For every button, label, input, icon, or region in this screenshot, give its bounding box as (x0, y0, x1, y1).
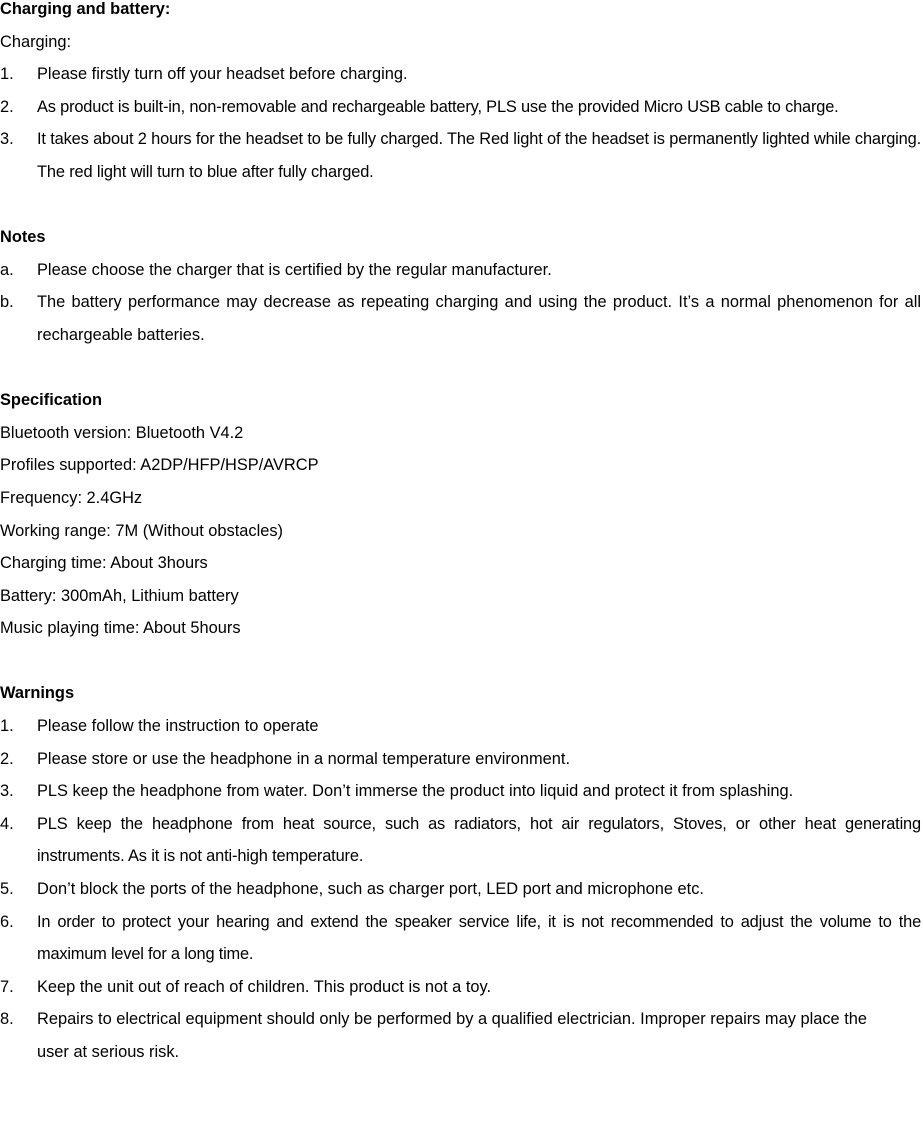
spec-profiles: Profiles supported: A2DP/HFP/HSP/AVRCP (0, 456, 319, 475)
warnings-item-3 (0, 775, 923, 808)
specification-heading: Specification (0, 391, 103, 410)
list-marker: 4. (0, 814, 14, 833)
list-item-text: PLS keep the headphone from heat source, such as radiators, hot air regulators, Stoves, or other heat generating instruments. As it is not anti-high temperature. (37, 814, 921, 866)
warnings-heading: Warnings (0, 684, 75, 703)
list-marker: 5. (0, 880, 14, 899)
list-marker: b. (0, 293, 14, 312)
warnings-item-2 (0, 743, 923, 776)
spacer (0, 189, 923, 222)
list-item-text: PLS keep the headphone from water. Don’t immerse the product into liquid and protect it from splashing. (37, 782, 794, 801)
warnings-item-1 (0, 710, 923, 743)
list-item-text: Keep the unit out of reach of children. This product is not a toy. (37, 977, 492, 996)
spec-frequency: Frequency: 2.4GHz (0, 488, 143, 507)
list-marker: a. (0, 260, 14, 279)
charging-heading: Charging and battery: (0, 0, 171, 18)
list-marker: 7. (0, 977, 14, 996)
list-item-text: Please choose the charger that is certified by the regular manufacturer. (37, 260, 552, 279)
warnings-item-8 (0, 1003, 923, 1068)
list-item-text: Please follow the instruction to operate (37, 717, 319, 736)
notes-item-a (0, 254, 923, 287)
list-item-text: Please store or use the headphone in a normal temperature environment. (37, 749, 571, 768)
charging-list (0, 58, 923, 188)
list-marker: 3. (0, 782, 14, 801)
charging-item-3 (0, 123, 923, 188)
warnings-item-4 (0, 808, 923, 873)
notes-heading: Notes (0, 228, 46, 247)
spec-charging-time: Charging time: About 3hours (0, 554, 208, 573)
notes-section (0, 221, 923, 351)
notes-item-b (0, 286, 923, 351)
list-marker: 2. (0, 749, 14, 768)
charging-subheading: Charging: (0, 32, 72, 51)
list-item-text: As product is built-in, non-removable and rechargeable battery, PLS use the provided Micro USB cable to charge. (37, 97, 839, 116)
list-marker: 1. (0, 717, 14, 736)
warnings-list (0, 710, 923, 1069)
list-marker: 3. (0, 130, 14, 149)
spacer (0, 645, 923, 678)
warnings-item-5 (0, 873, 923, 906)
list-item-text: It takes about 2 hours for the headset to be fully charged. The Red light of the headset is permanently lighted while charging. The red light will turn to blue after fully charged. (37, 130, 921, 181)
spec-bluetooth-version: Bluetooth version: Bluetooth V4.2 (0, 423, 244, 442)
list-item-text: The battery performance may decrease as repeating charging and using the product. It’s a normal phenomenon for all rechargeable batteries. (37, 293, 921, 344)
charging-item-2 (0, 91, 923, 124)
list-marker: 8. (0, 1010, 14, 1029)
spec-working-range: Working range: 7M (Without obstacles) (0, 521, 284, 540)
list-item-text: Please firstly turn off your headset before charging. (37, 65, 408, 84)
list-marker: 6. (0, 912, 14, 931)
specification-section (0, 384, 923, 645)
notes-list (0, 254, 923, 352)
spec-music-time: Music playing time: About 5hours (0, 619, 241, 638)
spec-battery: Battery: 300mAh, Lithium battery (0, 586, 239, 605)
list-item-text: In order to protect your hearing and extend the speaker service life, it is not recommended to adjust the volume to the maximum level for a long time. (37, 912, 921, 964)
charging-item-1 (0, 58, 923, 91)
list-item-text: Don’t block the ports of the headphone, such as charger port, LED port and microphone etc. (37, 880, 704, 899)
warnings-section (0, 677, 923, 1068)
list-marker: 2. (0, 97, 14, 116)
list-marker: 1. (0, 65, 14, 84)
list-item-text: Repairs to electrical equipment should only be performed by a qualified electrician. Improper repairs may place the user at serious risk. (37, 1010, 867, 1061)
charging-section (0, 0, 923, 189)
warnings-item-6 (0, 906, 923, 971)
warnings-item-7 (0, 971, 923, 1004)
spacer (0, 352, 923, 385)
